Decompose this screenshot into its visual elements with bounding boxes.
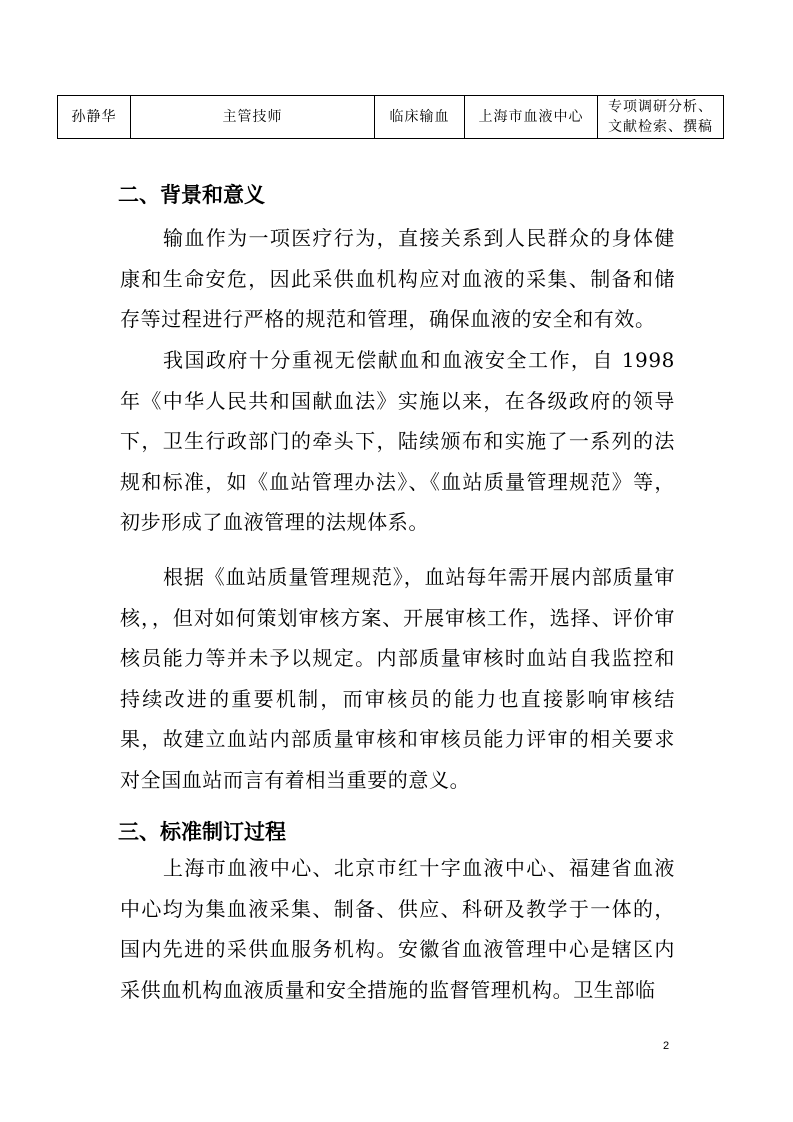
member-specialty-cell: 临床输血 bbox=[375, 96, 465, 139]
member-duty-line: 专项调研分析、 bbox=[608, 99, 713, 115]
member-table bbox=[57, 95, 724, 139]
paragraph: 上海市血液中心、北京市红十字血液中心、福建省血液中心均为集血液采集、制备、供应、科研及教学于一体的，国内先进的采供血服务机构。安徽省血液管理中心是辖区内采供血机构血液质量和安全措施的监督管理机构。卫生部临 bbox=[120, 856, 675, 1002]
member-title-cell: 主管技师 bbox=[131, 96, 375, 139]
member-duty-cell bbox=[598, 96, 724, 139]
member-duty-line: 文献检索、撰稿 bbox=[608, 119, 713, 135]
paragraph: 我国政府十分重视无偿献血和血液安全工作，自 1998年《中华人民共和国献血法》实施以来，在各级政府的领导下，卫生行政部门的牵头下，陆续颁布和实施了一系列的法规和标准，如《血站管理办法》、《血站质量管理规范》等，初步形成了血液管理的法规体系。 bbox=[120, 348, 675, 534]
section-heading-background: 二、背景和意义 bbox=[118, 183, 265, 207]
paragraph: 输血作为一项医疗行为，直接关系到人民群众的身体健康和生命安危，因此采供血机构应对血液的采集、制备和储存等过程进行严格的规范和管理，确保血液的安全和有效。 bbox=[120, 226, 675, 331]
paragraph: 根据《血站质量管理规范》，血站每年需开展内部质量审核，，但对如何策划审核方案、开展审核工作，选择、评价审核员能力等并未予以规定。内部质量审核时血站自我监控和持续改进的重要机制，而审核员的能力也直接影响审核结果，故建立血站内部质量审核和审核员能力评审的相关要求对全国血站而言有着相当重要的意义。 bbox=[120, 565, 675, 792]
member-name-cell: 孙静华 bbox=[58, 96, 131, 139]
page-number: 2 bbox=[663, 1040, 670, 1052]
section-heading-process: 三、标准制订过程 bbox=[118, 820, 286, 844]
table-row bbox=[58, 96, 724, 139]
member-organization-cell: 上海市血液中心 bbox=[465, 96, 598, 139]
